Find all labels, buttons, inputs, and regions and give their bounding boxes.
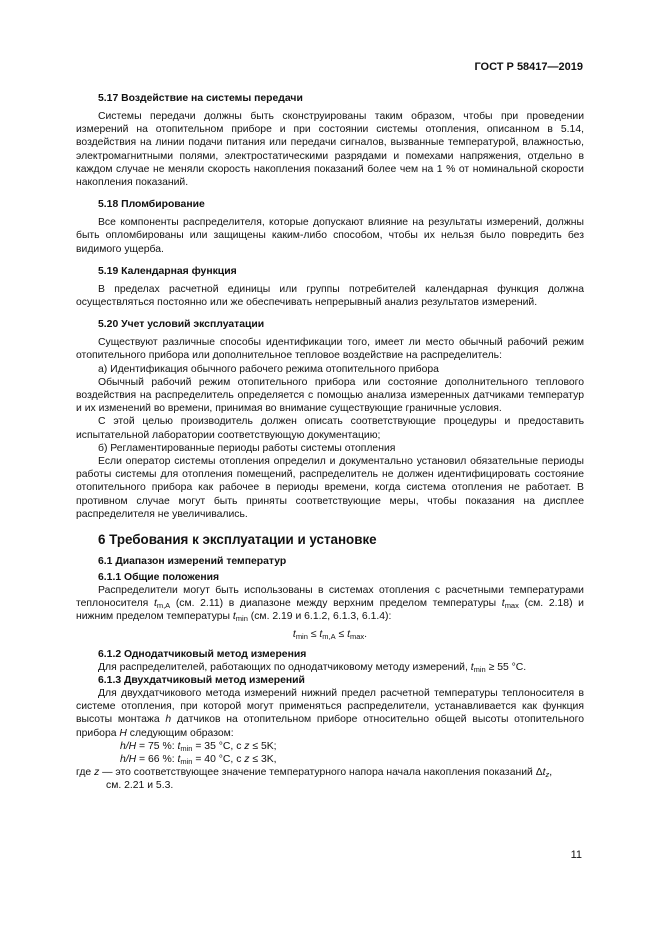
- formula-75-percent: h/H = 75 %: $t_{min} = 35$ °C, с z ≤ 5K;: [120, 740, 277, 753]
- page-content: [76, 92, 584, 793]
- section-6-1-2-title: 6.1.2 Однодатчиковый метод измерения: [98, 648, 307, 660]
- section-6-1-3-text: Для двухдатчикового метода измерений нижний предел расчетной температуры теплоносителя в системе отопления, при которой могут применяться распределители, устанавливается как функция высоты монтажа h датчиков на отопительном приборе относительно общей высоты отопительного прибора H следующим образом:: [76, 687, 584, 739]
- section-6-1-3-title: 6.1.3 Двухдатчиковый метод измерений: [98, 674, 305, 686]
- where-clause: где z — это соответствующее значение температурного напора начала накопления показаний $\Delta t_z$,: [76, 767, 553, 780]
- section-5-17-text: Системы передачи должны быть сконструированы таким образом, чтобы при проведении измерений на отопительном приборе и при состоянии системы отопления, описанном в 5.14, воздействия на линии подачи питания или передачи сигналов, вызванные температурой, влажностью, электромагнитными полями, электростатическими разрядами и помехами напряжения, отдельно в каждом случае не меняли скорость накопления показаний более чем на 1 % от номинальной скорости накопления показаний.: [76, 111, 584, 189]
- page-number: 11: [570, 849, 582, 861]
- where-clause-reference: см. 2.21 и 5.3.: [106, 780, 174, 792]
- section-5-20-p6: Если оператор системы отопления определил и документально установил обязательные периоды работы системы для отопления помещений, распределитель не должен идентифицировать состояние отопительного прибора как рабочее в периоды времени, когда система отопления не работает. В противном случае могут быть приняты соответствующие меры, чтобы показания на дисплее распределителя не увеличивались.: [76, 456, 584, 520]
- section-6-1-title: 6.1 Диапазон измерений температур: [98, 556, 287, 568]
- section-6-1-1-text: Распределители могут быть использованы в системах отопления с расчетными температурами теплоносителя $t_{m,A}$ (см. 2.11) в диапазоне между верхним пределом температуры $t_{max}$ (см. 2.18) и нижним пределом температуры $t_{min}$ (см. 2.19 и 6.1.2, 6.1.3, 6.1.4):: [76, 585, 584, 624]
- section-5-19-title: 5.19 Календарная функция: [98, 265, 237, 277]
- section-6-1-2-text: Для распределителей, работающих по однодатчиковому методу измерений, $t_{min} \ge 55$ °C.: [98, 661, 527, 674]
- section-6-title: 6 Требования к эксплуатации и установке: [98, 532, 377, 548]
- section-5-17-title: 5.17 Воздействие на системы передачи: [98, 93, 303, 104]
- section-5-20-title: 5.20 Учет условий эксплуатации: [98, 319, 265, 331]
- section-5-20-item-a: а) Идентификация обычного рабочего режима отопительного прибора: [98, 363, 439, 375]
- section-5-19-text: В пределах расчетной единицы или группы потребителей календарная функция должна осуществляться постоянно или же обеспечивать непрерывный анализ результатов измерений.: [76, 283, 584, 309]
- section-5-20-p4: С этой целью производитель должен описать соответствующие процедуры и предоставить испытательной лаборатории соответствующую документацию;: [76, 416, 584, 441]
- section-5-20-item-b: б) Регламентированные периоды работы системы отопления: [98, 442, 396, 454]
- temperature-range-formula: $t_{min} \le t_{m,A} \le t_{max}$.: [292, 628, 368, 641]
- formula-66-percent: h/H = 66 %: $t_{min} = 40$ °C, с z ≤ 3K,: [120, 753, 277, 766]
- document-id: ГОСТ Р 58417—2019: [474, 61, 583, 73]
- section-5-20-p3: Обычный рабочий режим отопительного прибора или состояние дополнительного теплового воздействия на распределитель определяется с помощью анализа измеренных датчиками температур и их изменений во времени, принимая во внимание существующие граничные условия.: [76, 376, 584, 415]
- section-5-18-title: 5.18 Пломбирование: [98, 199, 205, 211]
- section-5-20-p1: Существуют различные способы идентификации того, имеет ли место обычный рабочий режим отопительного прибора или дополнительное тепловое воздействие на распределитель:: [76, 337, 584, 362]
- section-5-18-text: Все компоненты распределителя, которые допускают влияние на результаты измерений, должны быть опломбированы или защищены каким-либо способом, чтобы их нельзя было повредить без видимого ущерба.: [76, 217, 584, 255]
- section-6-1-1-title: 6.1.1 Общие положения: [98, 572, 220, 584]
